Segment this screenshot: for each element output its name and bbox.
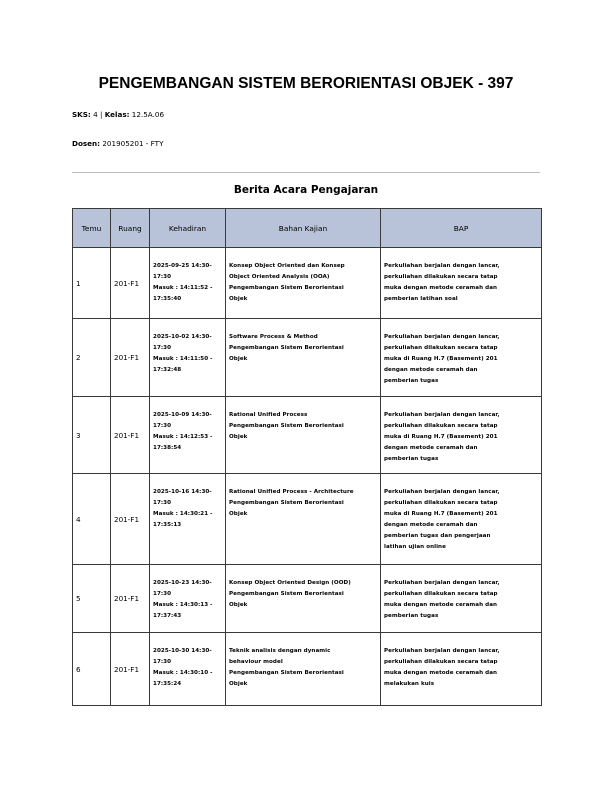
bahan-line: Rational Unified Process - Architecture	[229, 489, 354, 495]
bap-line: dengan metode ceramah dan	[384, 367, 478, 373]
bahan-line: Objek	[229, 602, 248, 608]
bap-line: perkuliahan dilakukan secara tatap	[384, 659, 498, 665]
meta-separator: |	[99, 110, 103, 119]
cell-bahan	[226, 474, 381, 565]
bahan-line: Object Oriented Analysis (OOA)	[229, 274, 330, 280]
cell-bahan	[226, 248, 381, 319]
header-ruang: Ruang	[111, 209, 150, 248]
cell-bap	[381, 248, 542, 319]
kehadiran-line: 17:35:40	[153, 296, 182, 302]
bahan-line: Software Process & Method	[229, 334, 318, 340]
kehadiran-line: 17:35:24	[153, 681, 182, 687]
kehadiran-line: Masuk : 14:12:53 -	[153, 434, 213, 440]
kehadiran-line: 17:30	[153, 500, 172, 506]
bap-line: muka dengan metode ceramah dan	[384, 602, 498, 608]
kelas-value: 12.5A.06	[131, 110, 165, 119]
cell-bahan	[226, 633, 381, 706]
table-row	[73, 474, 542, 565]
cell-ruang: 201-F1	[111, 474, 150, 565]
table-row	[73, 248, 542, 319]
cell-ruang: 201-F1	[111, 319, 150, 397]
dosen-value: 201905201 - FTY	[102, 139, 164, 148]
bap-line: pemberian tugas	[384, 378, 439, 384]
bap-line: pemberian latihan soal	[384, 296, 458, 302]
kehadiran-line: 17:37:43	[153, 613, 182, 619]
cell-ruang: 201-F1	[111, 565, 150, 633]
table-row	[73, 319, 542, 397]
sks-kelas-line	[72, 110, 164, 119]
kehadiran-line: Masuk : 14:30:21 -	[153, 511, 213, 517]
bap-line: muka di Ruang H.7 (Basement) 201	[384, 434, 498, 440]
bap-line: pemberian tugas	[384, 613, 439, 619]
bap-line: perkuliahan dilakukan secara tatap	[384, 591, 498, 597]
cell-kehadiran	[150, 565, 226, 633]
kehadiran-line: 17:35:13	[153, 522, 182, 528]
kehadiran-line: Masuk : 14:30:10 -	[153, 670, 213, 676]
bap-line: latihan ujian online	[384, 544, 446, 550]
kehadiran-line: 2025-10-23 14:30-	[153, 580, 212, 586]
bap-line: pemberian tugas	[384, 456, 439, 462]
bahan-line: Konsep Object Oriented dan Konsep	[229, 263, 345, 269]
bap-line: Perkuliahan berjalan dengan lancar,	[384, 648, 500, 654]
cell-bahan	[226, 397, 381, 474]
cell-bap	[381, 397, 542, 474]
bahan-line: Objek	[229, 681, 248, 687]
cell-ruang: 201-F1	[111, 248, 150, 319]
bahan-line: Pengembangan Sistem Berorientasi	[229, 423, 344, 429]
cell-kehadiran	[150, 633, 226, 706]
cell-temu: 1	[73, 248, 111, 319]
cell-temu: 5	[73, 565, 111, 633]
bap-table	[72, 208, 542, 706]
cell-temu: 2	[73, 319, 111, 397]
cell-ruang: 201-F1	[111, 397, 150, 474]
kehadiran-line: 17:30	[153, 659, 172, 665]
bap-line: muka di Ruang H.7 (Basement) 201	[384, 511, 498, 517]
kehadiran-line: 17:30	[153, 345, 172, 351]
kehadiran-line: 17:38:54	[153, 445, 182, 451]
header-kehadiran: Kehadiran	[150, 209, 226, 248]
header-bahan-kajian: Bahan Kajian	[226, 209, 381, 248]
kehadiran-line: 2025-10-09 14:30-	[153, 412, 212, 418]
cell-temu: 6	[73, 633, 111, 706]
bahan-line: Pengembangan Sistem Berorientasi	[229, 345, 344, 351]
page-title: PENGEMBANGAN SISTEM BERORIENTASI OBJEK - 397	[98, 75, 514, 92]
dosen-line	[72, 139, 163, 148]
bahan-line: Objek	[229, 434, 248, 440]
bahan-line: Konsep Object Oriented Design (OOD)	[229, 580, 351, 586]
header-bap: BAP	[381, 209, 542, 248]
bahan-line: Objek	[229, 296, 248, 302]
table-header-row	[73, 209, 542, 248]
bahan-line: behaviour model	[229, 659, 283, 665]
bap-line: perkuliahan dilakukan secara tatap	[384, 274, 498, 280]
bahan-line: Pengembangan Sistem Berorientasi	[229, 670, 344, 676]
cell-temu: 3	[73, 397, 111, 474]
bap-line: dengan metode ceramah dan	[384, 522, 478, 528]
bahan-line: Objek	[229, 356, 248, 362]
kehadiran-line: 2025-10-30 14:30-	[153, 648, 212, 654]
dosen-label: Dosen:	[72, 139, 101, 148]
bap-line: muka di Ruang H.7 (Basement) 201	[384, 356, 498, 362]
cell-kehadiran	[150, 474, 226, 565]
cell-ruang: 201-F1	[111, 633, 150, 706]
table-row	[73, 565, 542, 633]
kehadiran-line: 17:30	[153, 274, 172, 280]
bap-line: dengan metode ceramah dan	[384, 445, 478, 451]
kehadiran-line: 17:30	[153, 591, 172, 597]
kehadiran-line: 2025-09-25 14:30-	[153, 263, 212, 269]
bap-line: Perkuliahan berjalan dengan lancar,	[384, 334, 500, 340]
bap-line: muka dengan metode ceramah dan	[384, 285, 498, 291]
bap-line: perkuliahan dilakukan secara tatap	[384, 423, 498, 429]
cell-kehadiran	[150, 248, 226, 319]
kehadiran-line: 17:30	[153, 423, 172, 429]
sks-label: SKS:	[72, 110, 91, 119]
bap-line: Perkuliahan berjalan dengan lancar,	[384, 263, 500, 269]
kehadiran-line: 17:32:48	[153, 367, 182, 373]
cell-bap	[381, 319, 542, 397]
table-row	[73, 397, 542, 474]
cell-bap	[381, 633, 542, 706]
bahan-line: Objek	[229, 511, 248, 517]
kehadiran-line: Masuk : 14:11:52 -	[153, 285, 213, 291]
kehadiran-line: Masuk : 14:30:13 -	[153, 602, 213, 608]
section-title: Berita Acara Pengajaran	[233, 184, 379, 196]
divider	[72, 172, 540, 173]
cell-bahan	[226, 565, 381, 633]
cell-kehadiran	[150, 319, 226, 397]
kelas-label: Kelas:	[104, 110, 130, 119]
bap-line: Perkuliahan berjalan dengan lancar,	[384, 489, 500, 495]
bap-line: Perkuliahan berjalan dengan lancar,	[384, 580, 500, 586]
bap-line: muka dengan metode ceramah dan	[384, 670, 498, 676]
cell-temu: 4	[73, 474, 111, 565]
bap-line: perkuliahan dilakukan secara tatap	[384, 500, 498, 506]
header-temu: Temu	[73, 209, 111, 248]
bap-line: melakukan kuis	[384, 681, 435, 687]
cell-bap	[381, 474, 542, 565]
table-row	[73, 633, 542, 706]
bahan-line: Pengembangan Sistem Berorientasi	[229, 285, 344, 291]
cell-bap	[381, 565, 542, 633]
kehadiran-line: Masuk : 14:11:50 -	[153, 356, 213, 362]
bap-line: Perkuliahan berjalan dengan lancar,	[384, 412, 500, 418]
bahan-line: Pengembangan Sistem Berorientasi	[229, 500, 344, 506]
cell-bahan	[226, 319, 381, 397]
kehadiran-line: 2025-10-02 14:30-	[153, 334, 212, 340]
cell-kehadiran	[150, 397, 226, 474]
bahan-line: Pengembangan Sistem Berorientasi	[229, 591, 344, 597]
sks-value: 4	[93, 110, 98, 119]
bahan-line: Rational Unified Process	[229, 412, 308, 418]
kehadiran-line: 2025-10-16 14:30-	[153, 489, 212, 495]
bap-line: pemberian tugas dan pengerjaan	[384, 533, 491, 539]
bahan-line: Teknik analisis dengan dynamic	[229, 648, 331, 654]
bap-line: perkuliahan dilakukan secara tatap	[384, 345, 498, 351]
